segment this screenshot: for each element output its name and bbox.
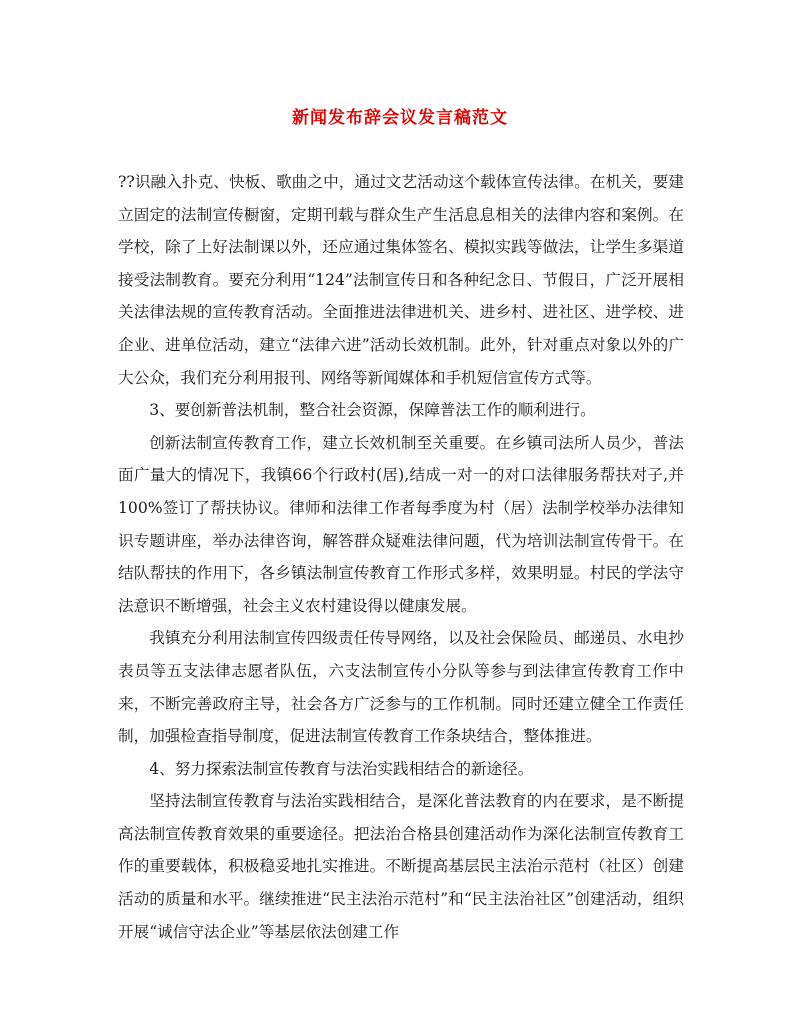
document-title: 新闻发布辞会议发言稿范文 <box>292 108 508 128</box>
body-paragraph-1: ??识融入扑克、快板、歌曲之中，通过文艺活动这个载体宣传法律。在机关，要建立固定的法制宣传橱窗，定期刊载与群众生产生活息息相关的法律内容和案例。在学校，除了上好法制课以外，还应通过集体签名、模拟实践等做法，让学生多渠道接受法制教育。要充分利用“124”法制宣传日和各种纪念日、节假日，广泛开展相关法律法规的宣传教育活动。全面推进法律进机关、进乡村、进社区、进学校、进企业、进单位活动，建立“法律六进”活动长效机制。此外，针对重点对象以外的广大公众，我们充分利用报刊、网络等新闻媒体和手机短信宣传方式等。 <box>118 173 684 387</box>
body-paragraph-2: 创新法制宣传教育工作，建立长效机制至关重要。在乡镇司法所人员少，普法面广量大的情况下，我镇66个行政村(居),结成一对一的对口法律服务帮扶对子,并100%签订了帮扶协议。律师和法律工作者每季度为村（居）法制学校举办法律知识专题讲座，举办法律咨询，解答群众疑难法律问题，代为培训法制宣传骨干。在结队帮扶的作用下，各乡镇法制宣传教育工作形式多样，效果明显。村民的学法守法意识不断增强，社会主义农村建设得以健康发展。 <box>118 433 684 615</box>
section-heading-3: 3、要创新普法机制，整合社会资源，保障普法工作的顺利进行。 <box>149 401 596 420</box>
body-paragraph-4: 坚持法制宣传教育与法治实践相结合，是深化普法教育的内在要求，是不断提高法制宣传教育效果的重要途径。把法治合格县创建活动作为深化法制宣传教育工作的重要载体，积极稳妥地扎实推进。不断提高基层民主法治示范村（社区）创建活动的质量和水平。继续推进“民主法治示范村”和“民主法治社区”创建活动，组织开展“诚信守法企业”等基层依法创建工作 <box>118 792 684 941</box>
document-body <box>118 166 684 948</box>
section-heading-4: 4、努力探索法制宣传教育与法治实践相结合的新途径。 <box>149 759 534 778</box>
body-paragraph-3: 我镇充分利用法制宣传四级责任传导网络，以及社会保险员、邮递员、水电抄表员等五支法律志愿者队伍，六支法制宣传小分队等参与到法律宣传教育工作中来，不断完善政府主导，社会各方广泛参与的工作机制。同时还建立健全工作责任制，加强检查指导制度，促进法制宣传教育工作条块结合，整体推进。 <box>118 629 684 746</box>
